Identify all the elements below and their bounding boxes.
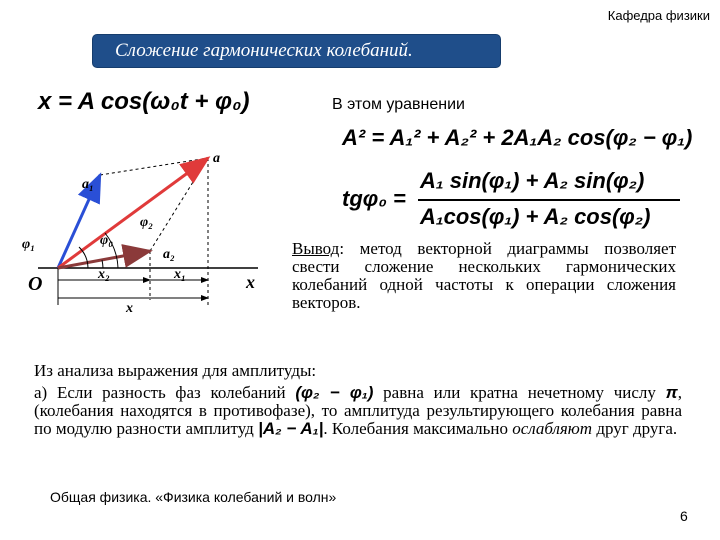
tangent-lhs: tgφ₀ =: [342, 186, 406, 211]
footer-source: Общая физика. «Физика колебаний и волн»: [50, 489, 337, 505]
vector-diagram: [18, 140, 288, 315]
main-equation: x = A cos(ω₀t + φ₀): [38, 88, 250, 115]
vector-a: [58, 158, 208, 268]
label-x1: x₁: [174, 267, 186, 282]
analysis-intro: Из анализа выражения для амплитуды:: [34, 361, 317, 380]
tangent-equation: [342, 168, 682, 232]
analysis-text-1: а) Если разность фаз колебаний: [34, 383, 286, 402]
slide-title: Сложение гармонических колебаний.: [93, 35, 500, 67]
parallelogram-top: [100, 158, 208, 175]
analysis-text-4: . Колебания максимально: [323, 419, 508, 438]
label-phi0: φ₀: [100, 233, 114, 248]
fraction-bar: [418, 199, 680, 201]
analysis-text-3: , (колебания находятся в противофазе), то амплитуда результирующего колебания равна по модулю разности амплитуд: [34, 383, 682, 438]
amplitude-difference: |A₂ − A₁|: [258, 419, 324, 438]
tangent-denominator: A₁cos(φ₁) + A₂ cos(φ₂): [420, 204, 651, 229]
label-a: a: [213, 151, 220, 166]
emphasis-weaken: ослабляют: [512, 419, 593, 438]
department-label: Кафедра физики: [607, 8, 710, 23]
conclusion-body: : метод векторной диаграммы позволяет свести сложение нескольких гармонических колебаний одной частоты к операции сложения векторов.: [292, 239, 676, 312]
parallelogram-right: [150, 158, 208, 251]
page-number: 6: [680, 508, 688, 524]
analysis-part-a: [34, 384, 682, 438]
conclusion-label: Вывод: [292, 239, 340, 258]
label-origin: O: [28, 273, 43, 295]
analysis-paragraph: [34, 362, 682, 438]
conclusion-text: [292, 240, 676, 312]
analysis-text-5: друг друга.: [596, 419, 678, 438]
label-x: x: [126, 301, 133, 315]
label-x2: x₂: [98, 267, 110, 282]
label-x-axis: x: [246, 272, 255, 292]
tangent-numerator: A₁ sin(φ₁) + A₂ sin(φ₂): [420, 168, 645, 193]
label-a2: a₂: [163, 247, 175, 262]
analysis-text-2: равна или кратна нечетному числу: [383, 383, 656, 402]
label-phi2: φ₂: [140, 215, 154, 230]
pi-symbol: π: [665, 383, 678, 402]
label-a1: a₁: [82, 177, 94, 192]
label-phi1: φ₁: [22, 237, 36, 252]
amplitude-equation: A² = A₁² + A₂² + 2A₁A₂ cos(φ₂ − φ₁): [342, 125, 693, 150]
intro-text: В этом уравнении: [332, 96, 465, 113]
phase-difference: (φ₂ − φ₁): [295, 383, 374, 402]
